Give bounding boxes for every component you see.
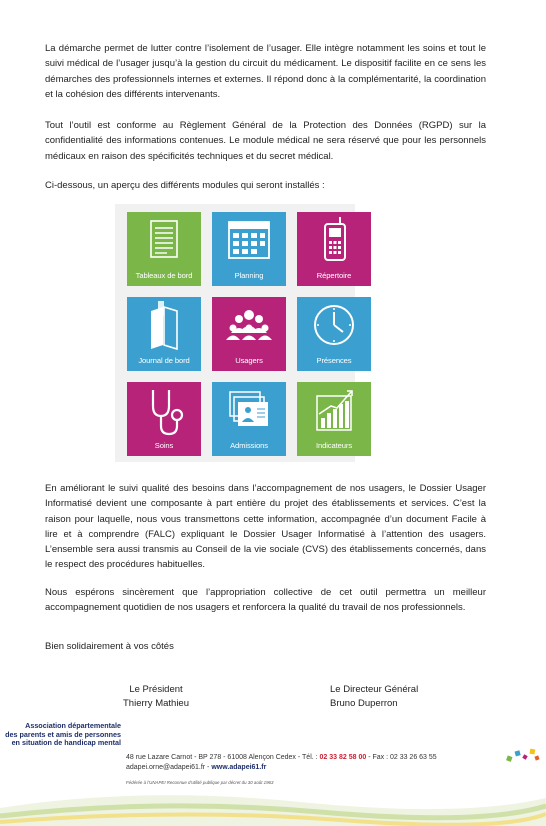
module-tile-planning (212, 212, 286, 286)
association-line: des parents et amis de personnes (5, 729, 121, 739)
director-name: Bruno Duperron (330, 697, 398, 709)
calendar-icon (212, 212, 286, 268)
association-line: en situation de handicap mental (11, 738, 121, 748)
module-label: Journal de bord (138, 356, 190, 365)
stethoscope-icon (127, 382, 201, 438)
module-tile-indicateurs (297, 382, 371, 456)
module-label: Usagers (235, 356, 263, 365)
phone-icon (297, 212, 371, 268)
module-tile-admissions (212, 382, 286, 456)
email-text: adapei.orne@adapei61.fr - (126, 764, 212, 771)
paragraph-dossier-usager: En améliorant le suivi qualité des besoins dans l’accompagnement de nos usagers, le Dossier Usager Informatisé devient une composante à part entière du projet des établissements et services. C’est la raison pour laquelle, nous vous transmettons cette information, accompagnée d’un document Facile à lire et à comprendre (FALC) expliquant le Dossier Usager Informatisé à l’attention des usagers. L’ensemble sera aussi transmis au Conseil de la vie sociale (CVS) des établissements concernés, dans le respect des procédures habituelles. (45, 483, 486, 571)
module-label: Indicateurs (315, 441, 353, 450)
module-label: Tableaux de bord (135, 271, 193, 280)
module-tile-usagers (212, 297, 286, 371)
module-tile-soins (127, 382, 201, 456)
document-icon (127, 212, 201, 268)
module-label: Admissions (230, 441, 268, 450)
photos-icon (212, 382, 286, 438)
module-tile-presences (297, 297, 371, 371)
president-name: Thierry Mathieu (123, 697, 189, 709)
address-text: 48 rue Lazare Carnot - BP 278 - 61008 Alençon Cedex - Tél. : (126, 754, 320, 761)
phone-number: 02 33 82 58 00 (319, 754, 367, 761)
contact-address (126, 753, 437, 773)
module-label: Présences (316, 356, 352, 365)
module-tile-repertoire (297, 212, 371, 286)
federation-note: Fédérée à l’UNAPEI Reconnue d’utilité publique par décret du 30 août 1963 (126, 780, 274, 785)
module-label: Répertoire (316, 271, 352, 280)
book-icon (127, 297, 201, 353)
paragraph-modules-intro: Ci-dessous, un aperçu des différents modules qui seront installés : (45, 180, 325, 191)
fax-text: - Fax : 02 33 26 63 55 (366, 754, 437, 761)
module-tile-journal-de-bord (127, 297, 201, 371)
clock-icon (297, 297, 371, 353)
users-icon (212, 297, 286, 353)
decorative-waves (0, 768, 546, 826)
paragraph-closing: Bien solidairement à vos côtés (45, 641, 174, 652)
signature-president (100, 683, 212, 710)
module-label: Planning (234, 271, 264, 280)
association-name (0, 722, 121, 748)
paragraph-intro: La démarche permet de lutter contre l’isolement de l’usager. Elle intègre notamment les soins et tout le suivi médical de l’usager jusqu’à la gestion du circuit du médicament. Le dispositif facilite en ce sens les démarches des professionnels internes et externes. Il répond donc à la complémentarité, la coordination et la cohésion des différents intervenants. (45, 43, 486, 100)
bar-chart-icon (297, 382, 371, 438)
module-label: Soins (154, 441, 174, 450)
president-title: Le Président (129, 684, 183, 695)
website-link[interactable]: www.adapei61.fr (211, 764, 267, 771)
signature-director (330, 683, 442, 710)
paragraph-rgpd: Tout l’outil est conforme au Règlement Général de la Protection des Données (RGPD) sur la confidentialité des informations contenues. Le module médical ne sera réservé que pour les personnels médicaux en raison des spécificités techniques et du secret médical. (45, 120, 486, 162)
letterhead-footer (0, 722, 546, 826)
modules-grid (115, 204, 355, 462)
association-line: Association départementale (25, 721, 121, 730)
logo-dots-icon (505, 747, 541, 765)
module-tile-tableaux-de-bord (127, 212, 201, 286)
director-title: Le Directeur Général (330, 684, 419, 695)
paragraph-esperance: Nous espérons sincèrement que l’appropriation collective de cet outil permettra un meilleur accompagnement quotidien de nos usagers et renforcera la qualité du travail de nos professionnels. (45, 587, 486, 614)
